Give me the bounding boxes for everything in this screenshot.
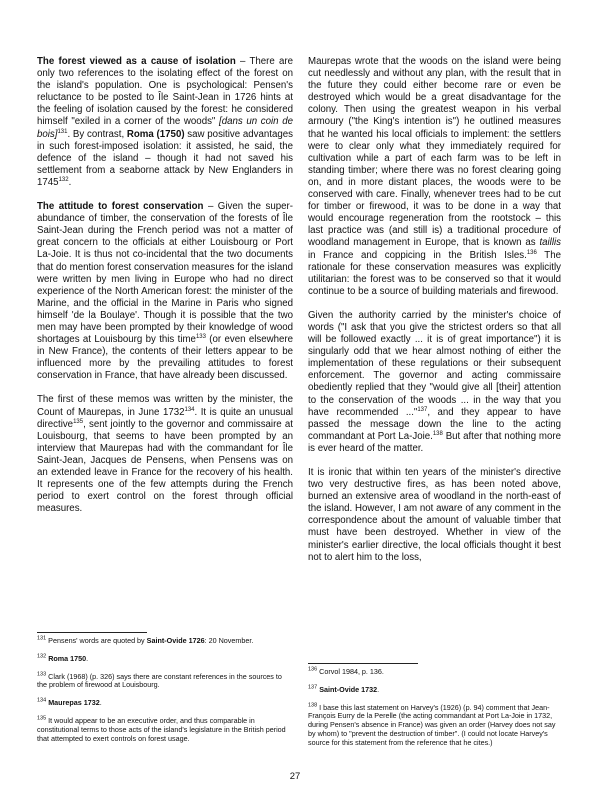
paragraph-text: , and they appear to have passed the message down the line to the acting commandant at Port La-Joie.	[308, 406, 562, 442]
italic-term: taillis	[539, 237, 561, 249]
footnote-citation: Saint-Ovide 1732	[319, 684, 378, 694]
right-column	[308, 56, 561, 576]
footnote-number: 134	[37, 697, 47, 704]
paragraph-conservation	[37, 201, 293, 382]
footnote-133	[37, 673, 293, 691]
footnotes-right	[308, 663, 561, 757]
footnote-135	[37, 717, 293, 743]
footnote-text: Clark (1968) (p. 326) says there are constant references in the sources to the problem of firewood at Louisbourg.	[37, 671, 282, 690]
footnote-citation: Maurepas 1732	[48, 698, 100, 708]
paragraph-text: – Given the super-abundance of timber, the conservation of the forests of Île Saint-Jean during the French period was not a matter of great concern to the officials at either Louisbourg or Port La-Joie. It is thus not co-incidental that the two documents that do mention forest conservation measures for the island were written by men living in Europe who had no direct experience of the North American forest: the minister of the Marine, and the official in the Marine in Paris who signed himself 'de la Boulaye'. Though it is possible that the two men may have been prompted by their knowledge of wood shortages at Louisbourg by this time	[37, 201, 293, 346]
paragraph-text: – There are only two references to the isolating effect of the forest on the island's population. One is psychological: Pensen's reluctance to be posted to Île Saint-Jean in 1726 hints at the feeling of isolation caused by the forest: he considered himself "exiled in a corner of the woods"	[37, 56, 293, 128]
footnote-131	[37, 637, 293, 646]
footnote-number: 135	[37, 715, 47, 722]
left-column	[37, 56, 293, 527]
footnote-ref[interactable]: 133	[195, 333, 206, 340]
paragraph-text: .	[68, 176, 72, 188]
paragraph-isolation	[37, 56, 293, 189]
footnote-text: Pensens' words are quoted by	[46, 636, 147, 645]
paragraph-text: in France and coppicing in the British Isles.	[308, 249, 527, 261]
paragraph-text: The first of these memos was written by the minister, the Count of Maurepas, in June 1732	[37, 394, 293, 418]
footnote-ref[interactable]: 137	[417, 406, 428, 413]
footnote-137	[308, 686, 561, 695]
footnote-ref[interactable]: 135	[73, 418, 84, 425]
footnote-ref[interactable]: 134	[184, 406, 195, 413]
footnote-citation: Saint-Ovide 1726	[146, 636, 205, 645]
footnote-number: 138	[308, 702, 318, 709]
footnote-138	[308, 704, 561, 748]
paragraph-text: But after that nothing more is ever heard of the matter.	[308, 430, 561, 454]
footnote-ref[interactable]: 136	[526, 249, 537, 256]
paragraph-text: saw positive advantages in such forest-imposed isolation: it assisted, he said, the defence of the island – though it had not saved his settlement from a seaborne attack by New Englanders in 1745	[37, 128, 293, 188]
paragraph-text: Maurepas wrote that the woods on the island were being cut needlessly and without any plan, with the result that in the future they could either become rare or even be destroyed which would be a great disadvantage for the colony. Then using the greatest weapon in his verbal armoury ("the King's intention is") he outlined measures that he wanted his local officials to implement: the settlers were to clear only what they immediately required for cultivation while a part of each farm was to be left in standing timber; where there was no forest clearing going on, and in more distant places, the woods were to be conserved with care. Finally, whenever trees had to be cut for timber or firewood, it was to be done in a way that would encourage regeneration from the rootstock – this last practice was (and still is) a traditional procedure of woodland management in Europe, that is known as	[308, 56, 561, 249]
paragraph-text: (or even elsewhere in New France), the contents of their letters appear to be influenced more by the prevailing attitudes to forest conservation in France, that have already been discussed.	[37, 334, 294, 382]
paragraph-ironic	[308, 467, 561, 564]
footnote-text: .	[99, 698, 102, 708]
italic-quote: [dans un coin de bois]	[37, 116, 293, 140]
footnotes-left	[37, 632, 293, 752]
footnote-ref[interactable]: 138	[432, 430, 443, 437]
paragraph-text: . It is quite an unusual directive	[37, 406, 293, 430]
paragraph-text: Given the authority carried by the minister's choice of words ("I ask that you give the strictest orders so that all will be followed exactly ... it is of great importance") it is singularly odd that we hear almost nothing of either the implementation of these regulations or their subsequent enforcement. The governor and acting commissaire obediently replied that they "would give all [their] attention to the conservation of the woods ... in the way that you have recommended ..."	[308, 309, 561, 418]
paragraph-text: The rationale for these conservation measures was explicitly utilitarian: the forest was to be conserved so that it would continue to be a source of building materials and firewood.	[308, 249, 561, 297]
paragraph-text: , sent jointly to the governor and commissaire at Louisbourg, that seems to have been prompted by an interview that Maurepas had with the commandant for Île Saint-Jean, Jacques de Pensens, when Pensens was on an extended leave in France for the recovery of his health. It represents one of the few attempts during the French period to exert control on the forest through official measures.	[37, 418, 293, 515]
citation-bold: Roma (1750)	[126, 128, 185, 140]
footnote-text: .	[86, 653, 89, 663]
section-heading-conservation: The attitude to forest conservation	[37, 201, 204, 213]
paragraph-text: It is ironic that within ten years of the minister's directive two very destructive fires, as has been noted above, burned an extensive area of woodland in the north-east of the island. However, I am not aware of any comment in the correspondence about the amount of valuable timber that must have been destroyed. Whether in view of the minister's earlier directive, the local officials thought it best not to alert him to the loss,	[308, 467, 561, 563]
footnote-number: 133	[37, 671, 47, 678]
footnote-136	[308, 668, 561, 677]
footnote-ref[interactable]: 131	[57, 128, 68, 135]
footnote-divider	[37, 632, 147, 633]
footnote-text: It would appear to be an executive order, and thus comparable in constitutional terms to those acts of the island's legislature in the British period that attempted to exert controls on forest usage.	[37, 715, 286, 743]
footnote-number: 137	[308, 684, 318, 691]
section-heading-isolation: The forest viewed as a cause of isolation	[37, 56, 236, 67]
footnote-text: .	[377, 684, 380, 694]
footnote-number: 131	[37, 635, 47, 642]
footnote-132	[37, 655, 293, 664]
footnote-134	[37, 699, 293, 708]
page-number: 27	[289, 771, 301, 782]
footnote-text: : 20 November.	[204, 636, 254, 645]
footnote-ref[interactable]: 132	[58, 176, 69, 183]
footnote-text: Corvol 1984, p. 136.	[317, 667, 384, 676]
paragraph-maurepas	[308, 56, 561, 298]
paragraph-authority	[308, 310, 561, 455]
footnote-divider	[308, 663, 418, 664]
footnote-citation: Roma 1750	[48, 653, 87, 663]
paragraph-first-memo	[37, 394, 293, 515]
footnote-number: 132	[37, 653, 47, 660]
paragraph-text: . By contrast,	[67, 128, 127, 140]
footnote-text: I base this last statement on Harvey's (1926) (p. 94) comment that Jean-François Eurry de la Perelle (the acting commandant at Port La-Joie in 1732, during Pensen's absence in France) was given an order (Harvey does not say by whom) to "prevent the destruction of timber". (I could not locate Harvey's source for this statement from the reference that he cites.)	[308, 702, 556, 747]
footnote-number: 136	[308, 666, 318, 673]
